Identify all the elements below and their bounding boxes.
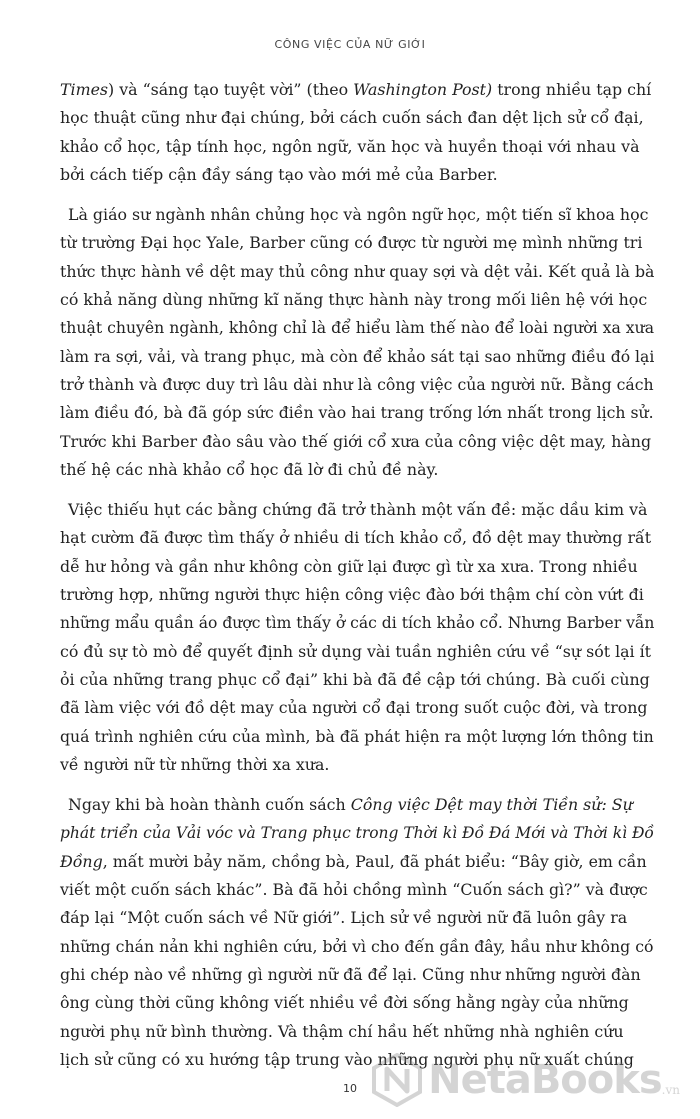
text-segment: khảo cổ học, tập tính học, ngôn ngữ, văn học và huyền thoại với nhau và [60,136,640,156]
text-segment: thuật chuyên ngành, không chỉ là để hiểu làm thế nào để loài người xa xưa [60,318,655,338]
text-segment: làm ra sợi, vải, và trang phục, mà còn để khảo sát tại sao những điều đó lại [60,346,655,366]
text-line [60,161,654,189]
text-line [60,343,655,371]
text-line [60,848,654,876]
body-text [60,76,654,1074]
text-line [60,666,654,694]
text-line [60,904,654,932]
text-segment: từ trường Đại học Yale, Barber cũng có được từ người mẹ mình những tri [60,233,643,253]
watermark-domain: .vn [661,1083,680,1097]
paragraph [60,201,654,484]
text-segment: có đủ sự tò mò để quyết định sử dụng vài tuần nghiên cứu về “sự sót lại ít [60,641,652,661]
text-segment: thế hệ các nhà khảo cổ học đã lờ đi chủ đề này. [60,459,439,479]
text-line [60,229,654,257]
text-segment: bởi cách tiếp cận đầy sáng tạo vào mới mẻ của Barber. [60,164,498,184]
text-line [60,581,654,609]
text-line [60,524,654,552]
text-line [60,371,654,399]
text-segment: làm điều đó, bà đã góp sức điền vào hai trang trống lớn nhất trong lịch sử. [60,403,654,423]
text-line [60,876,654,904]
text-segment: người phụ nữ bình thường. Và thậm chí hầu hết những nhà nghiên cứu [60,1021,624,1041]
paragraph [60,791,654,1074]
text-segment: trường hợp, những người thực hiện công việc đào bới thậm chí còn vứt đi [60,585,644,605]
text-segment: thức thực hành về dệt may thủ công như quay sợi và dệt vải. Kết quả là bà [60,261,655,281]
text-segment: quá trình nghiên cứu của mình, bà đã phát hiện ra một lượng lớn thông tin [60,726,654,746]
netabooks-logo-icon [370,1053,424,1107]
text-line [60,133,654,161]
text-segment: viết một cuốn sách khác”. Bà đã hỏi chồng mình “Cuốn sách gì?” và được [60,880,648,900]
text-segment: Việc thiếu hụt các bằng chứng đã trở thành một vấn đề: mặc dầu kim và [68,500,648,520]
text-segment: lịch sử cũng có xu hướng tập trung vào những người phụ nữ xuất chúng [60,1049,634,1069]
text-line [60,104,654,132]
text-segment: học thuật cũng như đại chúng, bởi cách cuốn sách đan dệt lịch sử cổ đại, [60,108,644,128]
text-line [60,286,654,314]
paragraph [60,76,654,189]
page-number: 10 [343,1082,357,1095]
text-line [60,428,654,456]
running-header: CÔNG VIỆC CỦA NỮ GIỚI [274,38,426,51]
text-line [60,314,655,342]
text-line [60,989,654,1017]
italic-text: Đồng [60,851,103,871]
text-line [60,609,655,637]
text-line [60,694,654,722]
text-line [60,456,654,484]
text-segment: , mất mười bảy năm, chồng bà, Paul, đã phát biểu: “Bây giờ, em cần [102,851,647,871]
text-line [60,961,654,989]
italic-text: Washington Post) [353,80,493,99]
text-segment: ỏi của những trang phục cổ đại” khi bà đã đề cập tới chúng. Bà cuối cùng [60,669,650,689]
italic-text: Times [60,80,109,99]
text-line [60,933,652,961]
watermark [370,1053,680,1107]
text-segment: đã làm việc với đồ dệt may của người cổ đại trong suốt cuộc đời, và trong [60,698,648,718]
text-line [60,496,654,524]
text-segment: những mẩu quần áo được tìm thấy ở các di tích khảo cổ. Nhưng Barber vẫn [60,613,655,633]
text-segment: Ngay khi bà hoàn thành cuốn sách [68,795,351,815]
text-segment: dễ hư hỏng và gần như không còn giữ lại được gì từ xa xưa. Trong nhiều [60,556,638,576]
italic-text: Công việc Dệt may thời Tiền sử: Sự [350,795,633,815]
text-line [60,751,654,779]
text-line [60,1018,654,1046]
text-segment: ghi chép nào về những gì người nữ đã để lại. Cũng như những người đàn [60,964,641,984]
text-segment: ) và “sáng tạo tuyệt vời” (theo [108,80,354,99]
text-line [60,819,654,847]
text-segment: về người nữ từ những thời xa xưa. [60,754,330,774]
text-segment: những chán nản khi nghiên cứu, bởi vì cho đến gần đây, hầu như không có [60,936,654,956]
paragraph [60,496,654,779]
text-line [60,76,654,104]
text-segment: trở thành và được duy trì lâu dài như là công việc của người nữ. Bằng cách [60,374,654,394]
text-segment: Trước khi Barber đào sâu vào thế giới cổ xưa của công việc dệt may, hàng [60,431,652,451]
italic-text: phát triển của Vải vóc và Trang phục trong Thời kì Đồ Đá Mới và Thời kì Đồ [60,823,654,843]
text-segment: hạt cườm đã được tìm thấy ở nhiều di tích khảo cổ, đồ dệt may thường rất [60,528,652,548]
text-line [60,638,654,666]
text-segment: ông cùng thời cũng không viết nhiều về đời sống hằng ngày của những [60,993,629,1013]
text-line [60,258,653,286]
text-segment: Là giáo sư ngành nhân chủng học và ngôn ngữ học, một tiến sĩ khoa học [68,205,649,225]
text-segment: trong nhiều tạp chí [492,80,652,99]
text-line [60,553,654,581]
text-line [60,201,654,229]
text-line [60,399,654,427]
text-line [60,723,654,751]
watermark-brand: NetaBooks [428,1057,662,1103]
text-segment: đáp lại “Một cuốn sách về Nữ giới”. Lịch sử về người nữ đã luôn gây ra [60,908,628,928]
text-line [60,791,654,819]
text-segment: có khả năng dùng những kĩ năng thực hành này trong mối liên hệ với học [60,290,648,310]
